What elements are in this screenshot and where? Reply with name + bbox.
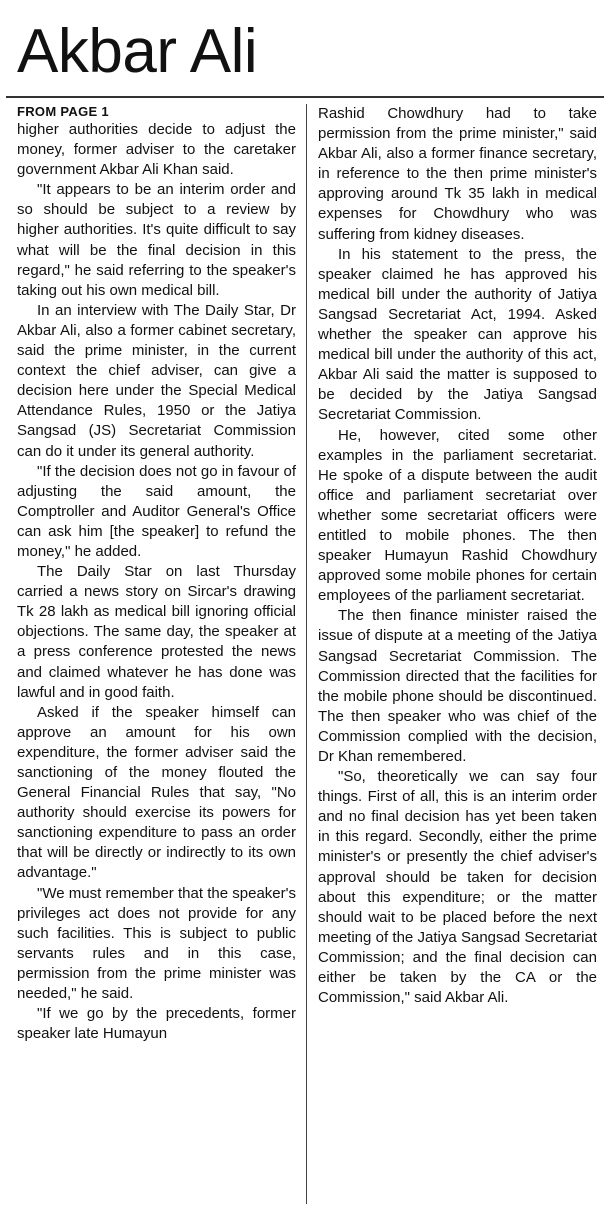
paragraph: The then finance minister raised the issue of dispute at a meeting of the Jatiya Sangsad Secretariat Commission. The Commission directed that the facilities for the mobile phone should be discontinued. The then speaker who was chief of the Commission complied with the decision, Dr Khan remembered. bbox=[318, 607, 597, 765]
paragraph: "If the decision does not go in favour of adjusting the said amount, the Comptroller and Auditor General's Office can ask him [the speaker] to refund the money," he added. bbox=[17, 462, 296, 560]
paragraph: In an interview with The Daily Star, Dr Akbar Ali, also a former cabinet secretary, said the prime minister, in the current context the chief adviser, can give a decision here under the Special Medical Attendance Rules, 1950 or the Jatiya Sangsad (JS) Secretariat Commission can do it under its general authority. bbox=[17, 301, 296, 460]
paragraph: Asked if the speaker himself can approve an amount for his own expenditure, the former adviser said the sanctioning of the money flouted the General Financial Rules that say, "No authority should exercise its powers for sanctioning expenditure to pass an order that will be directly or indirectly to its own advantage." bbox=[17, 703, 296, 882]
headline-rule bbox=[6, 96, 604, 98]
paragraph: "We must remember that the speaker's privileges act does not provide for any such facilities. This is subject to public servants rules and in this case, permission from the prime minister was needed," he said. bbox=[17, 884, 296, 1003]
jump-label: FROM PAGE 1 bbox=[17, 104, 109, 119]
article-column-right bbox=[318, 104, 597, 1008]
headline: Akbar Ali bbox=[17, 17, 258, 86]
paragraph: "It appears to be an interim order and so should be subject to a review by higher authorities. It's quite difficult to say what will be the final decision in this regard," he said referring to the speaker's taking out his own medical bill. bbox=[17, 181, 296, 299]
paragraph: Rashid Chowdhury had to take permission from the prime minister," said Akbar Ali, also a former finance secretary, in reference to the then prime minister's approving around Tk 35 lakh in medical expenses for Chowdhury who was suffering from kidney diseases. bbox=[318, 105, 597, 243]
paragraph: higher authorities decide to adjust the money, former adviser to the caretaker government Akbar Ali Khan said. bbox=[17, 121, 296, 179]
paragraph: The Daily Star on last Thursday carried a news story on Sircar's drawing Tk 28 lakh as medical bill ignoring official objections. The same day, the speaker at a press conference protested the news and claimed whatever he has done was lawful and in good faith. bbox=[17, 563, 296, 701]
column-divider bbox=[306, 104, 307, 1204]
paragraph: "If we go by the precedents, former speaker late Humayun bbox=[17, 1005, 296, 1043]
article-column-left bbox=[17, 104, 296, 1044]
paragraph: "So, theoretically we can say four things. First of all, this is an interim order and no final decision has yet been taken in this regard. Secondly, either the prime minister's or presently the chief adviser's approval should be taken for decision about this expenditure; or the matter should wait to be placed before the next meeting of the Jatiya Sangsad Secretariat Commission; and the final decision can either be taken by the CA or the Commission," said Akbar Ali. bbox=[318, 768, 597, 1007]
paragraph: In his statement to the press, the speaker claimed he has approved his medical bill under the authority of Jatiya Sangsad Secretariat Act, 1994. Asked whether the speaker can approve his medical bill under the authority of this act, Akbar Ali said the matter is supposed to be decided by the Jatiya Sangsad Secretariat Commission. bbox=[318, 245, 597, 424]
paragraph: He, however, cited some other examples in the parliament secretariat. He spoke of a dispute between the audit office and parliament secretariat over whether some secretariat officers were entitled to mobile phones. The then speaker Humayun Rashid Chowdhury approved some mobile phones for certain employees of the parliament secretariat. bbox=[318, 426, 597, 605]
